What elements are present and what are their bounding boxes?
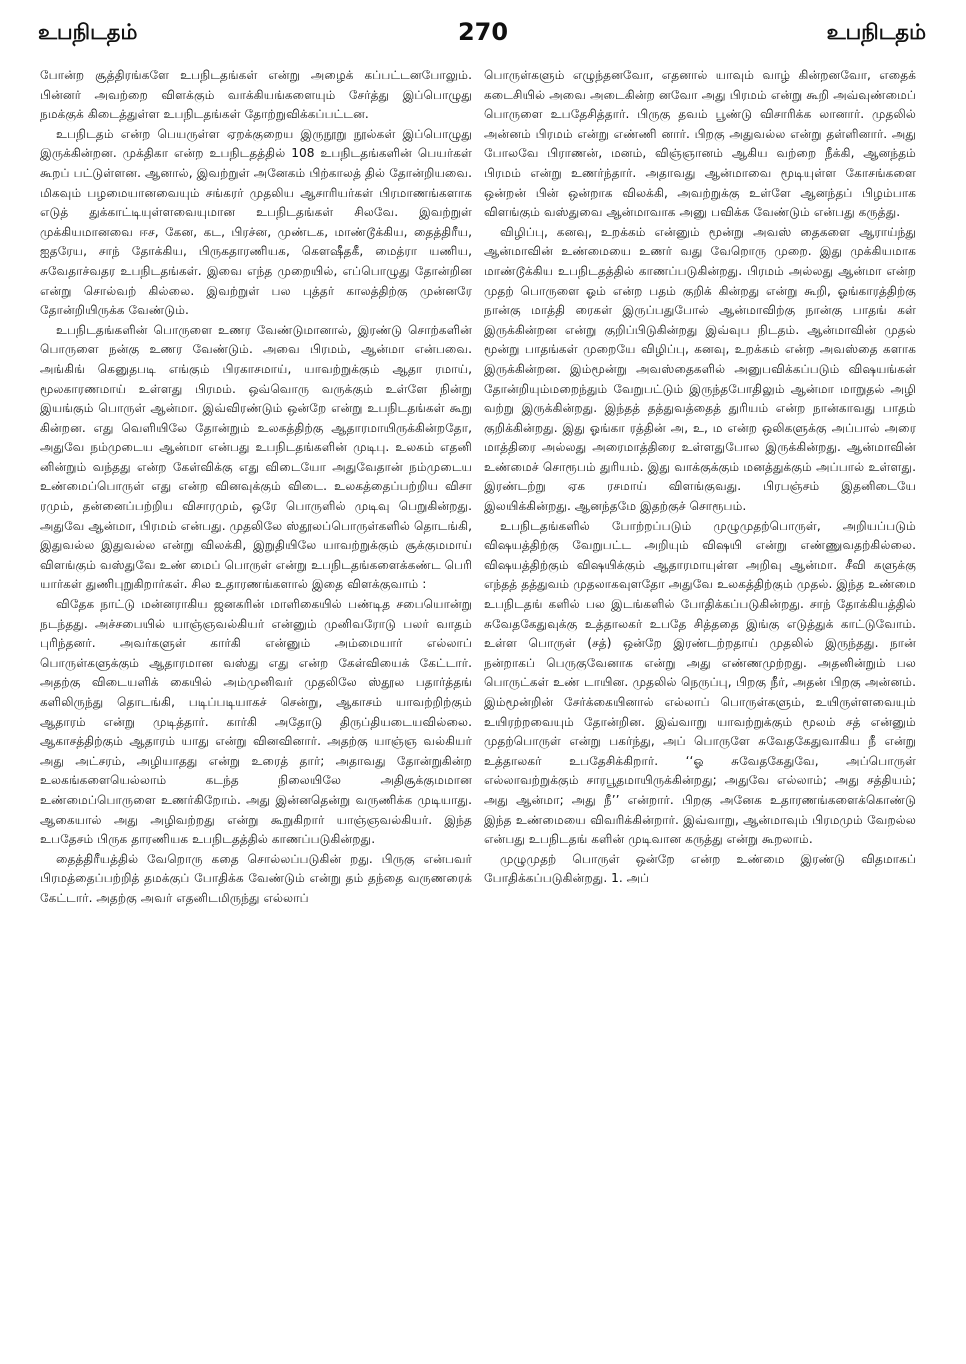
paragraph: விழிப்பு, கனவு, உறக்கம் என்னும் மூன்று அவஸ் தைகளை ஆராய்ந்து ஆன்மாவின் உண்மையை உணர் வது வேறொரு முறை. இது முக்கியமாக மாண்டூக்கிய உபநிடதத்தில் காணப்படுகின்றது. பிரமம் அல்லது ஆன்மா என்ற முதற் பொருளை ஓம் என்ற பதம் குறிக் கின்றது என்று கூறி, ஓங்காரத்திற்கு நான்கு மாத்தி ரைகள் இருப்பதுபோல் ஆன்மாவிற்கு நான்கு பாதங் கள் இருக்கின்றன என்று குறிப்பிடுகின்றது இவ்வுப நிடதம். ஆன்மாவின் முதல் மூன்று பாதங்கள் முறையே விழிப்பு, கனவு, உறக்கம் என்ற அவஸ்தை களாக இருக்கின்றன. இம்மூன்று அவஸ்தைகளில் அனுபவிக்கப்படும் விஷயங்கள் தோன்றியும்மறைந்தும் வேறுபட்டும் இருந்தபோதிலும் ஆன்மா மாறுதல் அழி வற்று இருக்கின்றது. இந்தத் தத்துவத்தைத் துரியம் என்ற நான்காவது பாதம் குறிக்கின்றது. இது ஓங்கா ரத்தின் அ, உ, ம என்ற ஒலிகளுக்கு அப்பால் அரை மாத்திரை அல்லது அரைமாத்திரை உள்ளதுபோல இருக்கின்றது. ஆன்மாவின் உண்மைச் சொரூபம் துரியம். இது வாக்குக்கும் மனத்துக்கும் அப்பால் உள்ளது. இரண்டற்று ஏக ரசமாய் விளங்குவது. பிரபஞ்சம் இதனிடையே இலயிக்கின்றது. ஆனந்தமே இதற்குச் சொரூபம்.	[484, 224, 916, 514]
paragraph: உபநிடதம் என்ற பெயருள்ள ஏறக்குறைய இருநூறு நூல்கள் இப்பொழுது இருக்கின்றன. முக்திகா என்ற உபநிடதத்தில் 108 உபநிடதங்களின் பெயர்கள் கூறப் பட்டுள்ளன. ஆனால், இவற்றுள் அனேகம் பிற்காலத் தில் தோன்றியவை. மிகவும் பழமையானவையும் சங்கரர் முதலிய ஆசாரியர்கள் பிரமாணங்களாக எடுத் துக்காட்டியுள்ளவையுமான உபநிடதங்கள் சிலவே. இவற்றுள் முக்கியமானவை ஈச, கேன, கட, பிரச்ன, முண்டக, மாண்டூக்கிய, தைத்திரீய, ஐதரேய, சாந் தோக்கிய, பிருகதாரணியக, கௌஷீதகீ, மைத்ரா யணிய, சுவேதாச்வதர உபநிடதங்கள். இவை எந்த முறையில், எப்பொழுது தோன்றின என்று சொல்வற் கில்லை. இவற்றுள் பல புத்தர் காலத்திற்கு முன்னரே தோன்றியிருக்க வேண்டும்.	[40, 126, 472, 318]
paragraph: முழுமுதற் பொருள் ஒன்றே என்ற உண்மை இரண்டு விதமாகப் போதிக்கப்படுகின்றது. 1. அப்	[484, 851, 916, 886]
paragraph: தைத்திரீயத்தில் வேறொரு கதை சொல்லப்படுகின் றது. பிருகு என்பவர் பிரமத்தைப்பற்றித் தமக்குப் போதிக்க வேண்டும் என்று தம் தந்தை வருணரைக் கேட்டார். அதற்கு அவர் எதனிடமிருந்து எல்லாப்	[40, 851, 472, 905]
paragraph: விதேக நாட்டு மன்னராகிய ஜனகரின் மாளிகையில் பண்டித சபையொன்று நடந்தது. அச்சபையில் யாஞ்ஞவல்கியர் என்னும் முனிவரோடு பலர் வாதம் புரிந்தனர். அவர்களுள் கார்கி என்னும் அம்மையார் எல்லாப் பொருள்களுக்கும் ஆதாரமான வஸ்து எது என்ற கேள்வியைக் கேட்டார். அதற்கு விடையளிக் கையில் அம்முனிவர் முதலிலே ஸ்தூல பதார்த்தங் களிலிருந்து தொடங்கி, படிப்படியாகச் சென்று, ஆகாசம் யாவற்றிற்கும் ஆதாரம் என்று முடித்தார். கார்கி அதோடு திருப்தியடையவில்லை. ஆகாசத்திற்கும் ஆதாரம் யாது என்று வினவினார். அதற்கு யாஞ்ஞ வல்கியர் அது அட்சரம், அழியாதது என்று உரைத் தார்; அதாவது தோன்றுகின்ற உலகங்களையெல்லாம் கடந்த நிலையிலே அதிசூக்குமமான உண்மைப்பொருளை உணர்கிறோம். அது இன்னதென்று வருணிக்க முடியாது. ஆகையால் அது அழிவற்றது என்று கூறுகிறார் யாஞ்ஞவல்கியர். இந்த உபதேசம் பிருக தாரணியக உபநிடதத்தில் காணப்படுகின்றது.	[40, 597, 472, 847]
page-number: 270	[457, 18, 509, 46]
page-header	[0, 14, 966, 54]
running-head-left: உபநிடதம்	[38, 20, 138, 44]
left-column	[40, 66, 472, 1356]
paragraph: உபநிடதங்களில் போற்றப்படும் முழுமுதற்பொருள், அறியப்படும் விஷயத்திற்கு வேறுபட்ட அறியும் விஷயி என்று எண்ணுவதற்கில்லை. விஷயத்திற்கும் விஷயிக்கும் ஆதாரமாயுள்ள அறிவு ஆன்மா. சீவி களுக்கு எந்தத் தத்துவம் முதலாகவுளதோ அதுவே உலகத்திற்கும் முதல். இந்த உண்மை உபநிடதங் களில் பல இடங்களில் போதிக்கப்படுகின்றது. சாந் தோக்கியத்தில் சுவேதகேதுவுக்கு உத்தாலகர் உபதே சித்ததை இங்கு எடுத்துக் காட்டுவோம். உள்ள பொருள் (சத்) ஒன்றே இரண்டற்றதாய் முதலில் இருந்தது. நான் நன்றாகப் பெருகுவேனாக என்று அது எண்ணமுற்றது. அதனின்றும் பல பொருட்கள் உண் டாயின. முதலில் நெருப்பு, பிறகு நீர், அதன் பிறகு அன்னம். இம்மூன்றின் சேர்க்கையினால் எல்லாப் பொருள்களும், உயிருள்ளவையும் உயிரற்றவையும் தோன்றின. இவ்வாறு யாவற்றுக்கும் மூலம் சத் என்னும் முதற்பொருள் என்று பகர்ந்து, அப் பொருளே சுவேதகேதுவாகிய நீ என்று உத்தாலகர் உபதேசிக்கிறார். ‘‘ஓ சுவேதகேதுவே, அப்பொருள் எல்லாவற்றுக்கும் சாரபூதமாயிருக்கின்றது; அதுவே எல்லாம்; அது சத்தியம்; அது ஆன்மா; அது நீ’’ என்றார். பிறகு அனேக உதாரணங்களைக்கொண்டு இந்த உண்மையை விவரிக்கின்றார். இவ்வாறு, ஆன்மாவும் பிரமமும் வேறல்ல என்பது உபநிடதங் களின் முடிவான கருத்து என்று கூறலாம்.	[484, 518, 916, 847]
right-column	[484, 66, 916, 1356]
paragraph: பொருள்களும் எழுந்தனவோ, எதனால் யாவும் வாழ் கின்றனவோ, எதைக் கடைசியில் அவை அடைகின்ற னவோ அது பிரமம் என்று கூறி அவ்வுண்மைப் பொருளை உபதேசித்தார். பிருகு தவம் பூண்டு விசாரிக்க லானார். முதலில் அன்னம் பிரமம் என்று எண்ணி னார். பிறகு அதுவல்ல என்று தள்ளினார். அது போலவே பிராணன், மனம், விஞ்ஞானம் ஆகிய வற்றை நீக்கி, ஆனந்தம் பிரமம் என்று உணர்ந்தார். அதாவது ஆன்மாவை மூடியுள்ள கோசங்களை ஒன்றன் பின் ஒன்றாக விலக்கி, அவற்றுக்கு உள்ளே ஆனந்தப் பிழம்பாக விளங்கும் வஸ்துவை ஆன்மாவாக அனு பவிக்க வேண்டும் என்பது கருத்து.	[484, 68, 916, 220]
paragraph: உபநிடதங்களின் பொருளை உணர வேண்டுமானால், இரண்டு சொற்களின் பொருளை நன்கு உணர வேண்டும். அவை பிரமம், ஆன்மா என்பவை. அங்கிங் கெனுதபடி எங்கும் பிரகாசமாய், யாவற்றுக்கும் ஆதா ரமாய், மூலகாரணமாய் உள்ளது பிரமம். ஒவ்வொரு வருக்கும் உள்ளே நின்று இயங்கும் பொருள் ஆன்மா. இவ்விரண்டும் ஒன்றே என்று உபநிடதங்கள் கூறு கின்றன. எது வெளியிலே தோன்றும் உலகத்திற்கு ஆதாரமாயிருக்கின்றதோ, அதுவே நம்முடைய ஆன்மா என்பது உபநிடதங்களின் முடிபு. உலகம் எதனி னின்றும் வந்தது என்ற கேள்விக்கு எது விடையோ அதுவேதான் நம்முடைய உண்மைப்பொருள் எது என்ற வினவுக்கும் விடை. உலகத்தைப்பற்றிய விசா ரமும், தன்னைப்பற்றிய விசாரமும், ஒரே பொருளில் முடிவு பெறுகின்றது. அதுவே ஆன்மா, பிரமம் என்பது. முதலிலே ஸ்தூலப்பொருள்களில் தொடங்கி, இதுவல்ல இதுவல்ல என்று விலக்கி, இறுதியிலே யாவற்றுக்கும் சூக்குமமாய் விளங்கும் வஸ்துவே உண் மைப் பொருள் என்று உபநிடதங்களைக்கண்ட பெரி யார்கள் துணிபுறுகிறார்கள். சில உதாரணங்களால் இதை விளக்குவாம் :	[40, 322, 472, 592]
paragraph: போன்ற சூத்திரங்களே உபநிடதங்கள் என்று அழைக் கப்பட்டனபோலும். பின்னர் அவற்றை விளக்கும் வாக்கியங்களையும் சேர்த்து இப்பொழுது நமக்குக் கிடைத்துள்ள உபநிடதங்கள் தோற்றுவிக்கப்பட்டன.	[40, 68, 472, 122]
running-head-right: உபநிடதம்	[826, 20, 926, 44]
